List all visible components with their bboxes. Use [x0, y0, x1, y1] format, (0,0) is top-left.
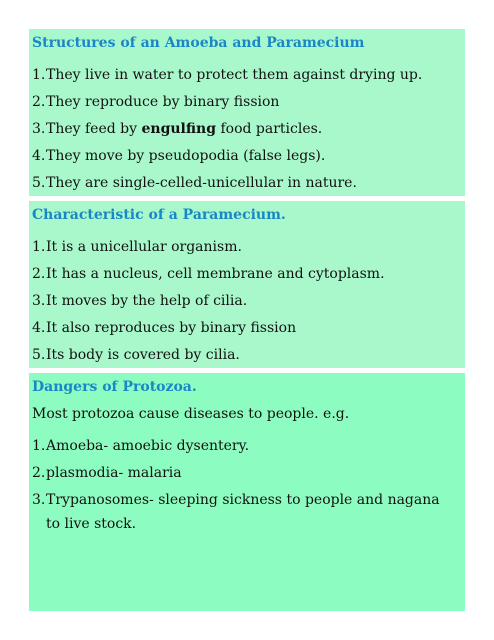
item-number: 2. — [32, 94, 46, 110]
section-heading: Structures of an Amoeba and Paramecium — [32, 35, 365, 51]
paramecium-characteristics-panel — [29, 201, 465, 368]
section-heading: Characteristic of a Paramecium. — [32, 207, 286, 223]
item-number: 3. — [32, 492, 46, 508]
item-text: Its body is covered by cilia. — [46, 347, 240, 363]
item-number: 5. — [32, 347, 46, 363]
item-number: 4. — [32, 148, 46, 164]
list-item — [32, 433, 465, 460]
item-number: 1. — [32, 438, 46, 454]
item-number: 3. — [32, 293, 46, 309]
item-text: They are single-celled-unicellular in nature. — [46, 175, 357, 191]
item-text: Trypanosomes- sleeping sickness to people and nagana to live stock. — [46, 492, 440, 532]
item-text — [46, 116, 465, 143]
list-item — [32, 170, 465, 197]
list-item — [32, 460, 465, 487]
item-text: Amoeba- amoebic dysentery. — [46, 438, 250, 454]
intro-text: Most protozoa cause diseases to people. e.g. — [32, 406, 350, 422]
list-item — [32, 342, 465, 369]
item-number: 1. — [32, 239, 46, 255]
item-text: It also reproduces by binary fission — [46, 320, 297, 336]
emphasized-word: engulfing — [141, 121, 217, 137]
protozoa-dangers-panel — [29, 373, 465, 611]
item-number: 4. — [32, 320, 46, 336]
item-text-end: food particles. — [216, 121, 323, 137]
item-text: They reproduce by binary fission — [46, 94, 280, 110]
item-text: They move by pseudopodia (false legs). — [46, 148, 326, 164]
list-item — [32, 62, 465, 89]
item-number: 2. — [32, 465, 46, 481]
item-text-start: They feed by — [46, 121, 142, 137]
list-item — [32, 288, 465, 315]
item-number: 5. — [32, 175, 46, 191]
list-item — [32, 89, 465, 116]
list-item — [32, 488, 465, 536]
section-heading: Dangers of Protozoa. — [32, 379, 197, 395]
item-text: It moves by the help of cilia. — [46, 293, 248, 309]
item-text: It is a unicellular organism. — [46, 239, 242, 255]
list-item — [32, 116, 465, 143]
item-number: 1. — [32, 67, 46, 83]
amoeba-paramecium-structures-panel — [29, 29, 465, 196]
list-item — [32, 261, 465, 288]
item-text: It has a nucleus, cell membrane and cytoplasm. — [46, 266, 385, 282]
list-item — [32, 234, 465, 261]
item-text: plasmodia- malaria — [46, 465, 182, 481]
item-text: They live in water to protect them against drying up. — [46, 67, 423, 83]
item-number: 3. — [32, 121, 46, 137]
list-item — [32, 143, 465, 170]
item-number: 2. — [32, 266, 46, 282]
list-item — [32, 315, 465, 342]
